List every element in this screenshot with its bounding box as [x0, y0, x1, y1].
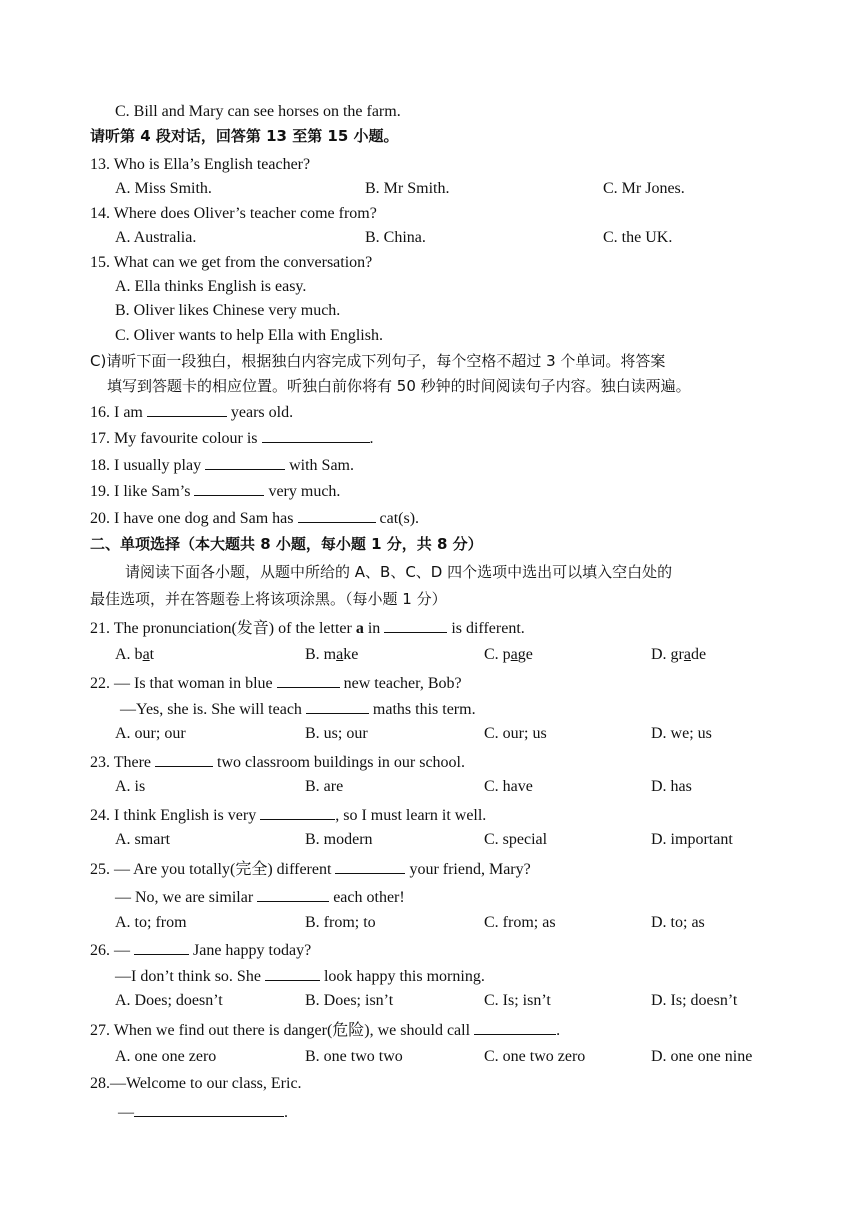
- q21-option-a[interactable]: A. bat: [115, 646, 155, 663]
- q26-blank-2[interactable]: [265, 965, 320, 981]
- q22-option-b[interactable]: B. us; our: [305, 725, 368, 742]
- q22-line-2: —Yes, she is. She will teach maths this term.: [120, 698, 476, 720]
- q14-option-c[interactable]: C. the UK.: [603, 229, 673, 246]
- q24-stem: 24. I think English is very , so I must learn it well.: [90, 804, 486, 826]
- q21-option-d[interactable]: D. grade: [651, 646, 707, 663]
- q25-option-c[interactable]: C. from; as: [484, 914, 556, 931]
- q26-line-1: 26. — Jane happy today?: [90, 939, 311, 961]
- q27-option-b[interactable]: B. one two two: [305, 1048, 403, 1065]
- q16-pre: 16. I am: [90, 404, 147, 421]
- part-2-intro-1: 请阅读下面各小题，从题中所给的 A、B、C、D 四个选项中选出可以填入空白处的: [125, 563, 673, 581]
- q23-answer-blank[interactable]: [155, 751, 213, 767]
- q26-option-c[interactable]: C. Is; isn’t: [484, 992, 551, 1009]
- q24-answer-blank[interactable]: [260, 804, 335, 820]
- q22-blank-2[interactable]: [306, 698, 369, 714]
- q15-option-c[interactable]: C. Oliver wants to help Ella with English.: [115, 327, 383, 344]
- section-4-heading: 请听第 4 段对话，回答第 13 至第 15 小题。: [90, 127, 399, 145]
- q22-blank-1[interactable]: [277, 672, 340, 688]
- q19-post: very much.: [264, 483, 341, 500]
- q21-stem-pre: 21. The pronunciation(发音) of the letter: [90, 620, 356, 637]
- q21-option-c[interactable]: C. page: [484, 646, 533, 663]
- q17: [90, 427, 374, 449]
- q14-stem: 14. Where does Oliver’s teacher come from?: [90, 205, 377, 222]
- q17-pre: 17. My favourite colour is: [90, 430, 262, 447]
- q22-option-d[interactable]: D. we; us: [651, 725, 712, 742]
- q27-option-d[interactable]: D. one one nine: [651, 1048, 753, 1065]
- q26-option-d[interactable]: D. Is; doesn’t: [651, 992, 738, 1009]
- q22-option-c[interactable]: C. our; us: [484, 725, 547, 742]
- q19-pre: 19. I like Sam’s: [90, 483, 195, 500]
- q27-answer-blank[interactable]: [474, 1019, 556, 1035]
- q20-answer-blank[interactable]: [298, 507, 376, 523]
- q25-option-d[interactable]: D. to; as: [651, 914, 705, 931]
- q27-stem: 27. When we find out there is danger(危险), we should call .: [90, 1019, 560, 1041]
- q26-line-2: —I don’t think so. She look happy this morning.: [115, 965, 485, 987]
- q17-answer-blank[interactable]: [262, 427, 370, 443]
- q25-option-b[interactable]: B. from; to: [305, 914, 376, 931]
- q13-option-a[interactable]: A. Miss Smith.: [115, 180, 212, 197]
- q27-option-c[interactable]: C. one two zero: [484, 1048, 586, 1065]
- q21-answer-blank[interactable]: [384, 617, 447, 633]
- q13-stem: 13. Who is Ella’s English teacher?: [90, 156, 311, 173]
- q18: [90, 454, 354, 476]
- q21-stem-mid: in: [363, 620, 385, 637]
- q15-option-a[interactable]: A. Ella thinks English is easy.: [115, 278, 307, 295]
- q22-line-1: 22. — Is that woman in blue new teacher, Bob?: [90, 672, 462, 694]
- q18-post: with Sam.: [285, 457, 354, 474]
- q17-post: .: [369, 430, 374, 447]
- q14-option-a[interactable]: A. Australia.: [115, 229, 197, 246]
- q24-option-b[interactable]: B. modern: [305, 831, 373, 848]
- q15-stem: 15. What can we get from the conversation?: [90, 254, 373, 271]
- q20: [90, 507, 419, 529]
- q25-blank-2[interactable]: [257, 886, 329, 902]
- q23-option-b[interactable]: B. are: [305, 778, 344, 795]
- q25-blank-1[interactable]: [335, 858, 405, 874]
- q16: [90, 401, 293, 423]
- q18-pre: 18. I usually play: [90, 457, 206, 474]
- q16-answer-blank[interactable]: [147, 401, 227, 417]
- section-c-instruction-1: C)请听下面一段独白，根据独白内容完成下列句子，每个空格不超过 3 个单词。将答案: [90, 352, 666, 370]
- q20-post: cat(s).: [375, 510, 420, 527]
- q23-stem: 23. There two classroom buildings in our school.: [90, 751, 465, 773]
- q26-option-b[interactable]: B. Does; isn’t: [305, 992, 394, 1009]
- q19-answer-blank[interactable]: [194, 480, 264, 496]
- q23-option-c[interactable]: C. have: [484, 778, 533, 795]
- q21-letter: a: [355, 620, 364, 637]
- q26-option-a[interactable]: A. Does; doesn’t: [115, 992, 223, 1009]
- q22-option-a[interactable]: A. our; our: [115, 725, 186, 742]
- part-2-heading: 二、单项选择（本大题共 8 小题，每小题 1 分，共 8 分）: [90, 535, 483, 553]
- q21-option-b[interactable]: B. make: [305, 646, 359, 663]
- q28-answer-blank[interactable]: [134, 1101, 284, 1117]
- q18-answer-blank[interactable]: [205, 454, 285, 470]
- q14-option-b[interactable]: B. China.: [365, 229, 426, 246]
- q26-blank-1[interactable]: [134, 939, 189, 955]
- q19: [90, 480, 340, 502]
- q24-option-c[interactable]: C. special: [484, 831, 548, 848]
- q23-option-a[interactable]: A. is: [115, 778, 146, 795]
- q13-option-b[interactable]: B. Mr Smith.: [365, 180, 450, 197]
- section-c-instruction-2: 填写到答题卡的相应位置。听独白前你将有 50 秒钟的时间阅读句子内容。独白读两遍。: [107, 377, 691, 395]
- q21-stem-post: is different.: [447, 620, 525, 637]
- q13-option-c[interactable]: C. Mr Jones.: [603, 180, 685, 197]
- q15-option-b[interactable]: B. Oliver likes Chinese very much.: [115, 302, 341, 319]
- q20-pre: 20. I have one dog and Sam has: [90, 510, 298, 527]
- q24-option-d[interactable]: D. important: [651, 831, 733, 848]
- q28-line-1: 28.—Welcome to our class, Eric.: [90, 1075, 302, 1092]
- part-2-intro-2: 最佳选项，并在答题卷上将该项涂黑。（每小题 1 分）: [90, 590, 447, 608]
- q23-option-d[interactable]: D. has: [651, 778, 692, 795]
- q12-option-c: C. Bill and Mary can see horses on the farm.: [115, 103, 401, 120]
- q16-post: years old.: [226, 404, 294, 421]
- q28-line-2: — .: [118, 1101, 288, 1123]
- q25-option-a[interactable]: A. to; from: [115, 914, 187, 931]
- q24-option-a[interactable]: A. smart: [115, 831, 171, 848]
- q27-option-a[interactable]: A. one one zero: [115, 1048, 217, 1065]
- q25-line-2: — No, we are similar each other!: [115, 886, 405, 908]
- q25-line-1: 25. — Are you totally(完全) different your friend, Mary?: [90, 858, 531, 880]
- q21-stem: [90, 617, 525, 639]
